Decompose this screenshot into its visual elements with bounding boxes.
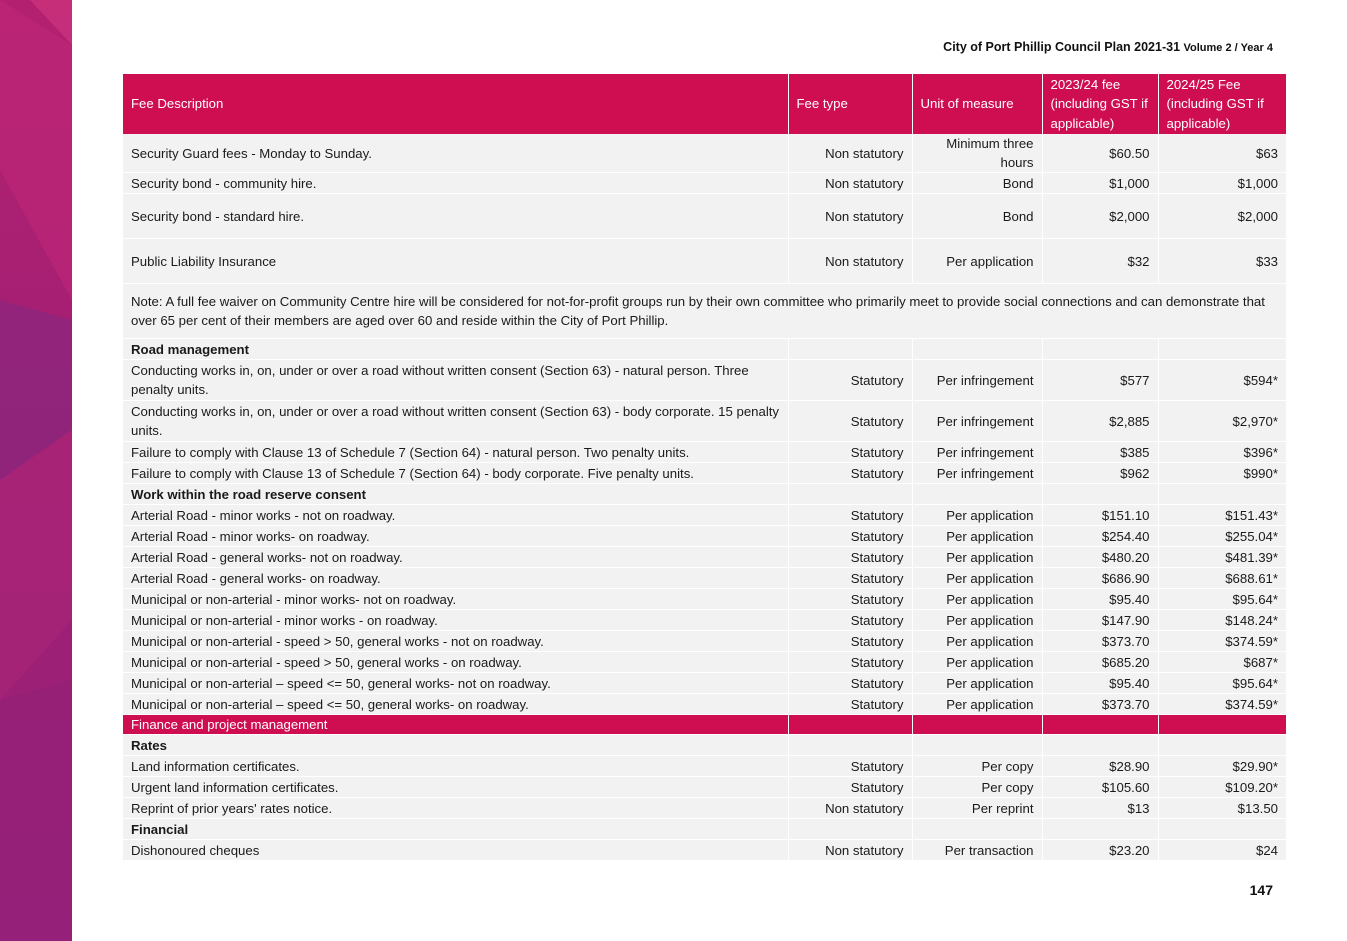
unit-of-measure: Per application bbox=[912, 547, 1042, 568]
fee-2024-25: $396* bbox=[1158, 442, 1286, 463]
fee-description: Urgent land information certificates. bbox=[123, 777, 788, 798]
table-row bbox=[123, 360, 1286, 401]
fee-description: Conducting works in, on, under or over a road without written consent (Section 63) - natural person. Three penalty units. bbox=[123, 360, 788, 401]
fee-2023-24: $373.70 bbox=[1042, 631, 1158, 652]
fee-2024-25: $2,970* bbox=[1158, 401, 1286, 442]
sidebar-pattern bbox=[0, 0, 72, 941]
subheading-label: Work within the road reserve consent bbox=[123, 484, 788, 505]
table-row bbox=[123, 694, 1286, 715]
fee-type: Statutory bbox=[788, 547, 912, 568]
fee-2023-24: $13 bbox=[1042, 798, 1158, 819]
empty-cell bbox=[1042, 819, 1158, 840]
fee-2023-24: $32 bbox=[1042, 239, 1158, 284]
empty-cell bbox=[1042, 484, 1158, 505]
unit-of-measure: Per application bbox=[912, 526, 1042, 547]
column-header-fee-2023: 2023/24 fee (including GST if applicable) bbox=[1042, 74, 1158, 134]
fee-description: Failure to comply with Clause 13 of Schedule 7 (Section 64) - body corporate. Five penalty units. bbox=[123, 463, 788, 484]
fee-2024-25: $374.59* bbox=[1158, 631, 1286, 652]
unit-of-measure: Bond bbox=[912, 194, 1042, 239]
fee-2023-24: $254.40 bbox=[1042, 526, 1158, 547]
fee-2023-24: $685.20 bbox=[1042, 652, 1158, 673]
section-row bbox=[123, 715, 1286, 735]
table-row bbox=[123, 840, 1286, 861]
fee-2023-24: $60.50 bbox=[1042, 134, 1158, 173]
subheading-row bbox=[123, 484, 1286, 505]
fee-2023-24: $147.90 bbox=[1042, 610, 1158, 631]
fee-description: Reprint of prior years' rates notice. bbox=[123, 798, 788, 819]
fee-description: Conducting works in, on, under or over a road without written consent (Section 63) - body corporate. 15 penalty units. bbox=[123, 401, 788, 442]
unit-of-measure: Per application bbox=[912, 610, 1042, 631]
unit-of-measure: Minimum three hours bbox=[912, 134, 1042, 173]
page-number: 147 bbox=[1249, 882, 1273, 898]
fee-2024-25: $29.90* bbox=[1158, 756, 1286, 777]
fee-2024-25: $990* bbox=[1158, 463, 1286, 484]
table-row bbox=[123, 756, 1286, 777]
subheading-label: Financial bbox=[123, 819, 788, 840]
empty-cell bbox=[1158, 715, 1286, 735]
unit-of-measure: Per infringement bbox=[912, 401, 1042, 442]
fee-2024-25: $24 bbox=[1158, 840, 1286, 861]
fee-type: Statutory bbox=[788, 463, 912, 484]
fee-type: Statutory bbox=[788, 694, 912, 715]
fee-2024-25: $687* bbox=[1158, 652, 1286, 673]
fee-type: Statutory bbox=[788, 756, 912, 777]
table-row bbox=[123, 610, 1286, 631]
unit-of-measure: Per infringement bbox=[912, 360, 1042, 401]
fee-2024-25: $594* bbox=[1158, 360, 1286, 401]
fee-2024-25: $33 bbox=[1158, 239, 1286, 284]
table-row bbox=[123, 173, 1286, 194]
column-header-description: Fee Description bbox=[123, 74, 788, 134]
fee-type: Non statutory bbox=[788, 194, 912, 239]
fee-2024-25: $148.24* bbox=[1158, 610, 1286, 631]
decorative-sidebar bbox=[0, 0, 72, 941]
section-label: Finance and project management bbox=[123, 715, 788, 735]
fee-2024-25: $688.61* bbox=[1158, 568, 1286, 589]
fee-2024-25: $1,000 bbox=[1158, 173, 1286, 194]
fee-2023-24: $577 bbox=[1042, 360, 1158, 401]
empty-cell bbox=[1158, 484, 1286, 505]
fee-type: Statutory bbox=[788, 673, 912, 694]
fee-description: Arterial Road - general works- on roadway. bbox=[123, 568, 788, 589]
subheading-row bbox=[123, 339, 1286, 360]
unit-of-measure: Per copy bbox=[912, 756, 1042, 777]
fee-2023-24: $95.40 bbox=[1042, 673, 1158, 694]
fee-2023-24: $1,000 bbox=[1042, 173, 1158, 194]
fee-type: Statutory bbox=[788, 360, 912, 401]
note-text: Note: A full fee waiver on Community Centre hire will be considered for not-for-profit groups run by their own committee who primarily meet to provide social connections and can demonstrate that over 65 per cent of their members are aged over 60 and reside within the City of Port Phillip. bbox=[123, 284, 1286, 339]
fee-2023-24: $105.60 bbox=[1042, 777, 1158, 798]
table-row bbox=[123, 568, 1286, 589]
fee-description: Arterial Road - minor works - not on roadway. bbox=[123, 505, 788, 526]
fee-2024-25: $151.43* bbox=[1158, 505, 1286, 526]
subheading-label: Rates bbox=[123, 735, 788, 756]
column-header-unit: Unit of measure bbox=[912, 74, 1042, 134]
fee-description: Security bond - community hire. bbox=[123, 173, 788, 194]
table-row bbox=[123, 526, 1286, 547]
fee-2023-24: $151.10 bbox=[1042, 505, 1158, 526]
empty-cell bbox=[1158, 735, 1286, 756]
fee-2023-24: $95.40 bbox=[1042, 589, 1158, 610]
table-header-row bbox=[123, 74, 1286, 134]
empty-cell bbox=[912, 484, 1042, 505]
table-row bbox=[123, 134, 1286, 173]
empty-cell bbox=[788, 715, 912, 735]
document-header bbox=[943, 40, 1273, 54]
fee-type: Non statutory bbox=[788, 173, 912, 194]
table-body bbox=[123, 134, 1286, 861]
document-volume: Volume 2 / Year 4 bbox=[1183, 42, 1273, 54]
unit-of-measure: Per application bbox=[912, 631, 1042, 652]
empty-cell bbox=[788, 339, 912, 360]
unit-of-measure: Per application bbox=[912, 505, 1042, 526]
empty-cell bbox=[912, 819, 1042, 840]
fee-description: Arterial Road - minor works- on roadway. bbox=[123, 526, 788, 547]
empty-cell bbox=[1042, 715, 1158, 735]
fee-type: Non statutory bbox=[788, 239, 912, 284]
fee-description: Security bond - standard hire. bbox=[123, 194, 788, 239]
fee-type: Statutory bbox=[788, 652, 912, 673]
subheading-label: Road management bbox=[123, 339, 788, 360]
fees-table bbox=[123, 74, 1286, 861]
fee-2023-24: $686.90 bbox=[1042, 568, 1158, 589]
table-row bbox=[123, 777, 1286, 798]
unit-of-measure: Per transaction bbox=[912, 840, 1042, 861]
table-row bbox=[123, 673, 1286, 694]
column-header-fee-2024: 2024/25 Fee (including GST if applicable) bbox=[1158, 74, 1286, 134]
table-row bbox=[123, 442, 1286, 463]
empty-cell bbox=[788, 819, 912, 840]
fee-type: Statutory bbox=[788, 610, 912, 631]
fee-2024-25: $63 bbox=[1158, 134, 1286, 173]
fee-type: Statutory bbox=[788, 631, 912, 652]
fee-type: Non statutory bbox=[788, 134, 912, 173]
fee-type: Statutory bbox=[788, 526, 912, 547]
unit-of-measure: Per application bbox=[912, 239, 1042, 284]
fee-type: Statutory bbox=[788, 568, 912, 589]
fee-2024-25: $13.50 bbox=[1158, 798, 1286, 819]
fee-2023-24: $962 bbox=[1042, 463, 1158, 484]
table-row bbox=[123, 631, 1286, 652]
fee-type: Non statutory bbox=[788, 798, 912, 819]
fee-description: Public Liability Insurance bbox=[123, 239, 788, 284]
fee-description: Land information certificates. bbox=[123, 756, 788, 777]
table-row bbox=[123, 239, 1286, 284]
unit-of-measure: Per reprint bbox=[912, 798, 1042, 819]
unit-of-measure: Per infringement bbox=[912, 442, 1042, 463]
fee-type: Statutory bbox=[788, 401, 912, 442]
fee-description: Municipal or non-arterial - speed > 50, general works - not on roadway. bbox=[123, 631, 788, 652]
empty-cell bbox=[1042, 339, 1158, 360]
fee-2024-25: $95.64* bbox=[1158, 673, 1286, 694]
fee-description: Security Guard fees - Monday to Sunday. bbox=[123, 134, 788, 173]
fee-2023-24: $2,000 bbox=[1042, 194, 1158, 239]
fee-2023-24: $373.70 bbox=[1042, 694, 1158, 715]
fee-description: Municipal or non-arterial – speed <= 50, general works- on roadway. bbox=[123, 694, 788, 715]
table-row bbox=[123, 401, 1286, 442]
empty-cell bbox=[1042, 735, 1158, 756]
fee-2023-24: $385 bbox=[1042, 442, 1158, 463]
table-row bbox=[123, 547, 1286, 568]
fee-2024-25: $255.04* bbox=[1158, 526, 1286, 547]
note-row bbox=[123, 284, 1286, 339]
fee-description: Municipal or non-arterial - minor works- not on roadway. bbox=[123, 589, 788, 610]
fee-2023-24: $2,885 bbox=[1042, 401, 1158, 442]
fee-2024-25: $2,000 bbox=[1158, 194, 1286, 239]
table-row bbox=[123, 798, 1286, 819]
fee-type: Statutory bbox=[788, 505, 912, 526]
document-title: City of Port Phillip Council Plan 2021-31 bbox=[943, 40, 1181, 54]
fee-type: Statutory bbox=[788, 777, 912, 798]
fee-description: Failure to comply with Clause 13 of Schedule 7 (Section 64) - natural person. Two penalty units. bbox=[123, 442, 788, 463]
subheading-row bbox=[123, 735, 1286, 756]
empty-cell bbox=[912, 339, 1042, 360]
empty-cell bbox=[1158, 819, 1286, 840]
table-row bbox=[123, 463, 1286, 484]
unit-of-measure: Per application bbox=[912, 673, 1042, 694]
unit-of-measure: Per copy bbox=[912, 777, 1042, 798]
unit-of-measure: Per infringement bbox=[912, 463, 1042, 484]
empty-cell bbox=[912, 735, 1042, 756]
unit-of-measure: Per application bbox=[912, 568, 1042, 589]
subheading-row bbox=[123, 819, 1286, 840]
fee-description: Arterial Road - general works- not on roadway. bbox=[123, 547, 788, 568]
fee-2023-24: $23.20 bbox=[1042, 840, 1158, 861]
fee-description: Municipal or non-arterial - minor works - on roadway. bbox=[123, 610, 788, 631]
unit-of-measure: Per application bbox=[912, 652, 1042, 673]
fee-2023-24: $480.20 bbox=[1042, 547, 1158, 568]
unit-of-measure: Per application bbox=[912, 589, 1042, 610]
unit-of-measure: Bond bbox=[912, 173, 1042, 194]
empty-cell bbox=[1158, 339, 1286, 360]
table-row bbox=[123, 652, 1286, 673]
fee-type: Statutory bbox=[788, 442, 912, 463]
table-row bbox=[123, 505, 1286, 526]
fee-2024-25: $374.59* bbox=[1158, 694, 1286, 715]
fee-description: Municipal or non-arterial - speed > 50, general works - on roadway. bbox=[123, 652, 788, 673]
fee-description: Municipal or non-arterial – speed <= 50, general works- not on roadway. bbox=[123, 673, 788, 694]
table-row bbox=[123, 194, 1286, 239]
empty-cell bbox=[912, 715, 1042, 735]
empty-cell bbox=[788, 735, 912, 756]
empty-cell bbox=[788, 484, 912, 505]
fee-type: Non statutory bbox=[788, 840, 912, 861]
fee-2024-25: $481.39* bbox=[1158, 547, 1286, 568]
fee-description: Dishonoured cheques bbox=[123, 840, 788, 861]
table-row bbox=[123, 589, 1286, 610]
fee-2023-24: $28.90 bbox=[1042, 756, 1158, 777]
fee-2024-25: $109.20* bbox=[1158, 777, 1286, 798]
fee-2024-25: $95.64* bbox=[1158, 589, 1286, 610]
fee-type: Statutory bbox=[788, 589, 912, 610]
column-header-fee-type: Fee type bbox=[788, 74, 912, 134]
unit-of-measure: Per application bbox=[912, 694, 1042, 715]
